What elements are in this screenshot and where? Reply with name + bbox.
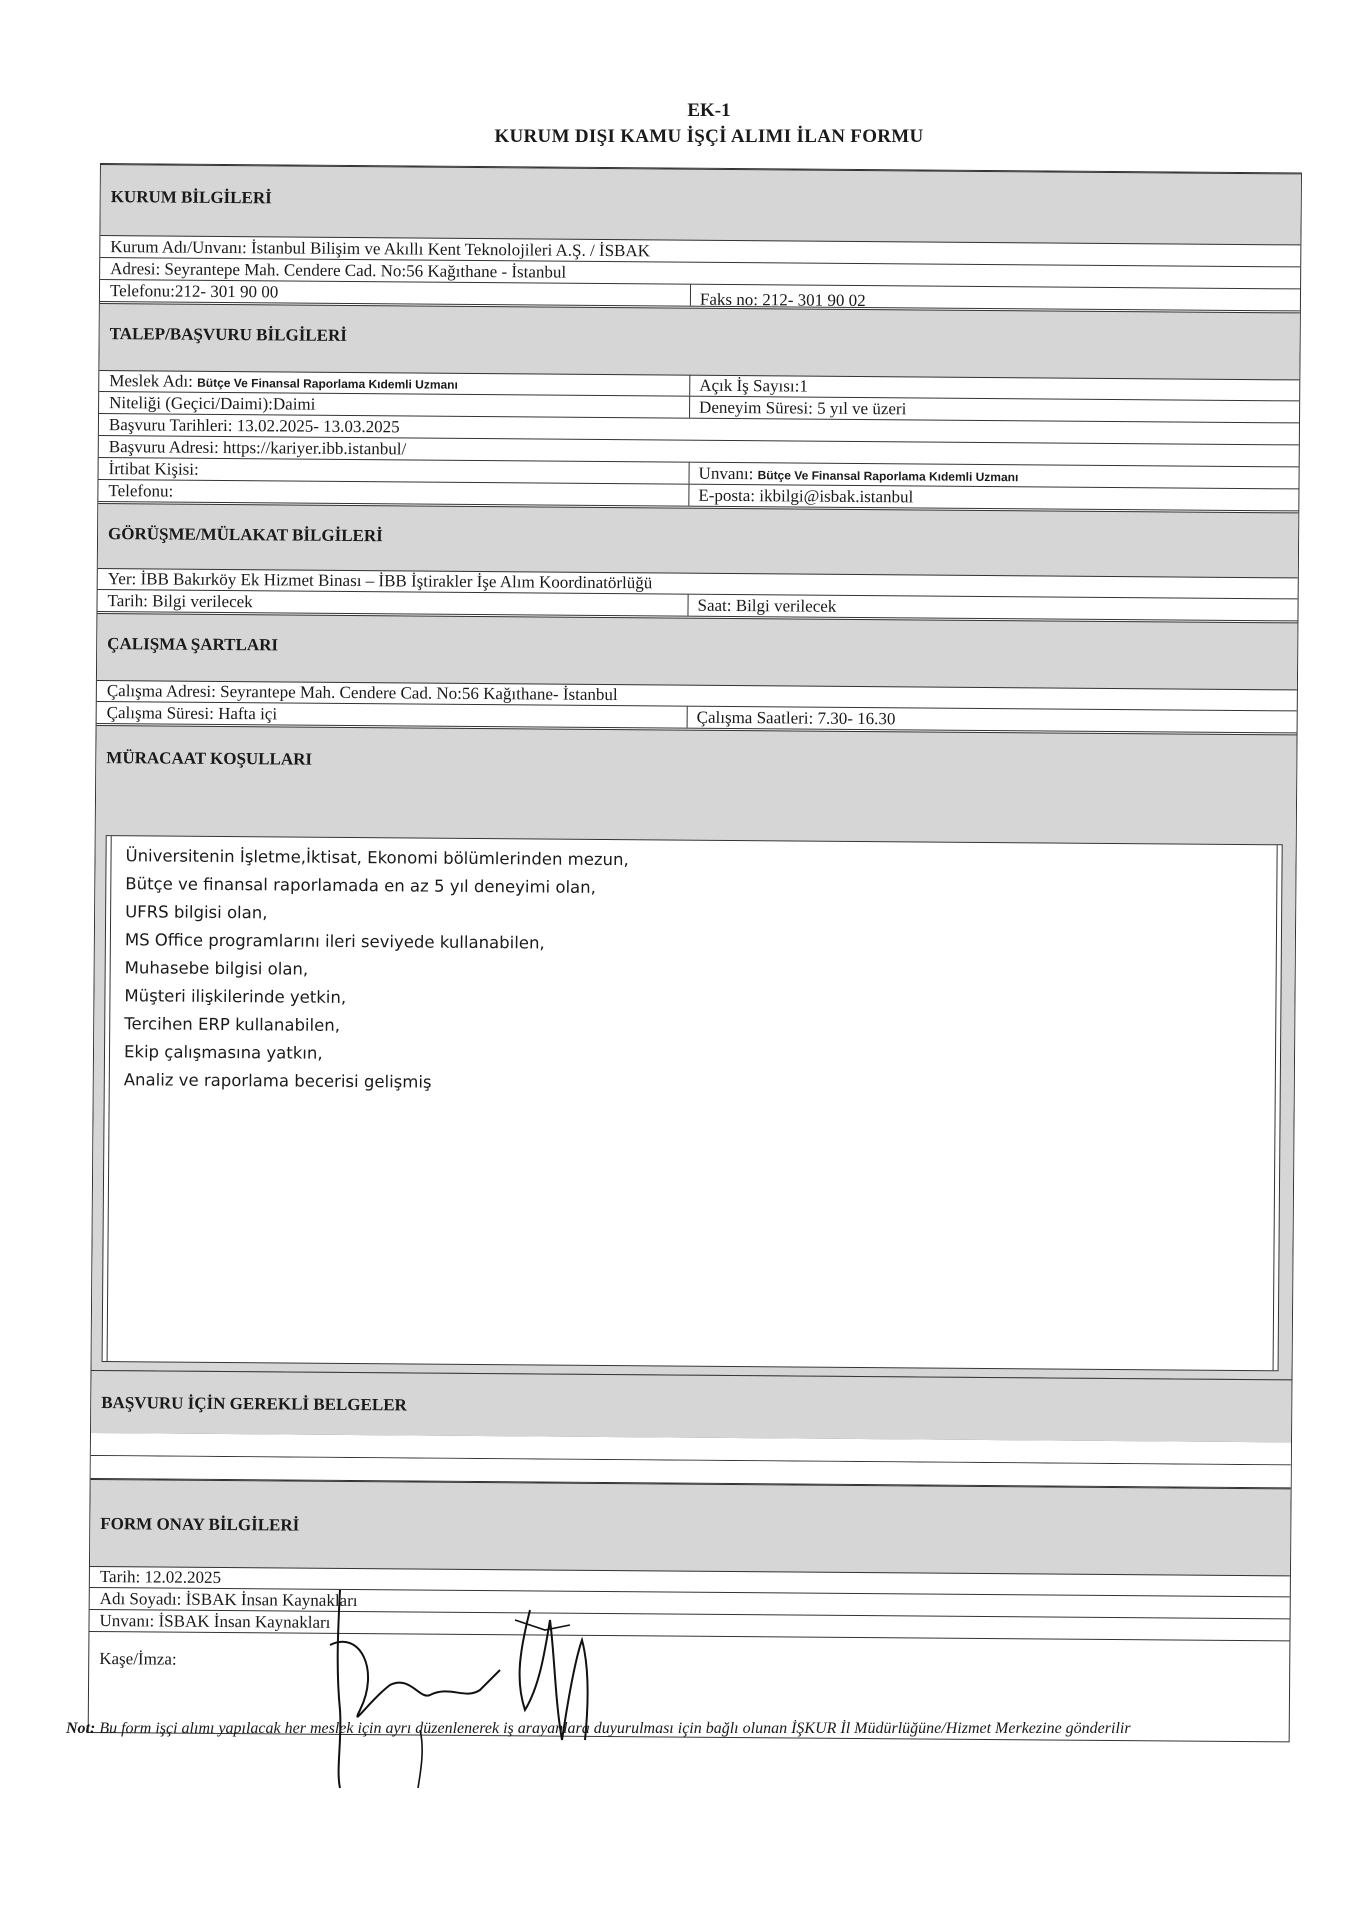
section-gorusme [98,503,1298,578]
condition-item: Analiz ve raporlama becerisi gelişmiş [123,1070,432,1092]
section-title-onay: FORM ONAY BİLGİLERİ [100,1514,300,1535]
conditions-box [102,835,1283,1371]
section-belgeler [91,1370,1291,1443]
approval-title: Unvanı: İSBAK İnsan Kaynakları [99,1611,331,1632]
footnote-text: Bu form işçi alımı yapılacak her meslek için ayrı düzenlenerek iş arayanlara duyurulması için bağlı olunan İŞKUR İl Müdürlüğüne/Hizmet Merkezine gönderilir [99,1720,1131,1737]
contact-phone: Telefonu: [108,481,174,501]
section-title-gorusme: GÖRÜŞME/MÜLAKAT BİLGİLERİ [108,524,383,546]
kurum-fax: Faks no: 212- 301 90 02 [699,289,866,311]
section-calisma [97,613,1297,690]
announcement-form [88,163,1302,1742]
interview-time: Saat: Bilgi verilecek [697,595,837,616]
condition-item: MS Office programlarını ileri seviyede kullanabilen, [124,930,545,953]
condition-item: Ekip çalışmasına yatkın, [123,1042,323,1063]
form-title: KURUM DIŞI KAMU İŞÇİ ALIMI İLAN FORMU [494,126,924,147]
occupation [109,370,458,394]
occupation-value: Bütçe Ve Finansal Raporlama Kıdemli Uzmanı [197,375,458,392]
work-hours: Çalışma Saatleri: 7.30- 16.30 [696,707,896,729]
application-address: Başvuru Adresi: https://kariyer.ibb.istanbul/ [108,437,407,459]
kurum-address: Adresi: Seyrantepe Mah. Cendere Cad. No:56 Kağıthane - İstanbul [110,259,567,282]
experience: Deneyim Süresi: 5 yıl ve üzeri [699,397,907,419]
column-divider [689,397,690,418]
condition-item: Bütçe ve finansal raporlamada en az 5 yıl deneyimi olan, [125,874,596,897]
section-kurum [100,164,1301,245]
approval-date: Tarih: 12.02.2025 [99,1567,222,1587]
muracaat-frame [92,825,1296,1380]
onay-stamp-row [89,1632,1289,1701]
stamp-signature-label: Kaşe/İmza: [99,1649,177,1669]
conditions-list [124,842,629,1098]
form-annex-label: EK-1 [687,100,731,121]
section-title-talep: TALEP/BAŞVURU BİLGİLERİ [109,324,348,345]
column-divider [690,285,691,306]
handwritten-signature [300,1590,640,1790]
footnote-label: Not: [66,1720,96,1737]
interview-date: Tarih: Bilgi verilecek [107,591,253,612]
condition-item: Üniversitenin İşletme,İktisat, Ekonomi bölümlerinden mezun, [125,846,629,870]
section-title-calisma: ÇALIŞMA ŞARTLARI [107,634,279,655]
kurum-name: Kurum Adı/Unvanı: İstanbul Bilişim ve Akıllı Kent Teknolojileri A.Ş. / İSBAK [110,237,651,261]
occupation-label: Meslek Adı: [109,371,193,391]
contact-person: İrtibat Kişisi: [108,459,199,479]
contact-email: E-posta: ikbilgi@isbak.istanbul [698,485,914,507]
column-divider [689,375,690,396]
column-divider [687,707,688,728]
kurum-phone: Telefonu:212- 301 90 00 [109,281,279,302]
conditions-inner [107,836,1278,1370]
open-positions: Açık İş Sayısı:1 [699,375,808,396]
contact-title-label: Unvanı: [698,463,754,484]
column-divider [687,595,688,616]
contact-title [698,463,1018,487]
approval-name: Adı Soyadı: İSBAK İnsan Kaynakları [99,1589,358,1611]
condition-item: Muhasebe bilgisi olan, [124,958,309,979]
application-dates: Başvuru Tarihleri: 13.02.2025- 13.03.2025 [108,415,400,437]
section-title-kurum: KURUM BİLGİLERİ [110,187,272,208]
contact-title-value: Bütçe Ve Finansal Raporlama Kıdemli Uzmanı [757,468,1019,485]
work-duration: Çalışma Süresi: Hafta içi [106,703,278,724]
interview-place: Yer: İBB Bakırköy Ek Hizmet Binası – İBB İştirakler İşe Alım Koordinatörlüğü [107,569,653,593]
condition-item: UFRS bilgisi olan, [125,902,268,923]
footnote [66,1718,1306,1739]
condition-item: Tercihen ERP kullanabilen, [124,1014,341,1035]
section-muracaat [96,725,1297,836]
section-talep [99,303,1299,380]
condition-item: Müşteri ilişkilerinde yetkin, [124,986,347,1007]
job-nature: Niteliği (Geçici/Daimi):Daimi [109,393,316,414]
section-title-belgeler: BAŞVURU İÇİN GEREKLİ BELGELER [101,1393,407,1415]
section-onay [90,1479,1291,1576]
work-address: Çalışma Adresi: Seyrantepe Mah. Cendere Cad. No:56 Kağıthane- İstanbul [106,681,618,705]
column-divider [688,485,689,506]
column-divider [688,463,689,484]
section-title-muracaat: MÜRACAAT KOŞULLARI [106,748,313,769]
